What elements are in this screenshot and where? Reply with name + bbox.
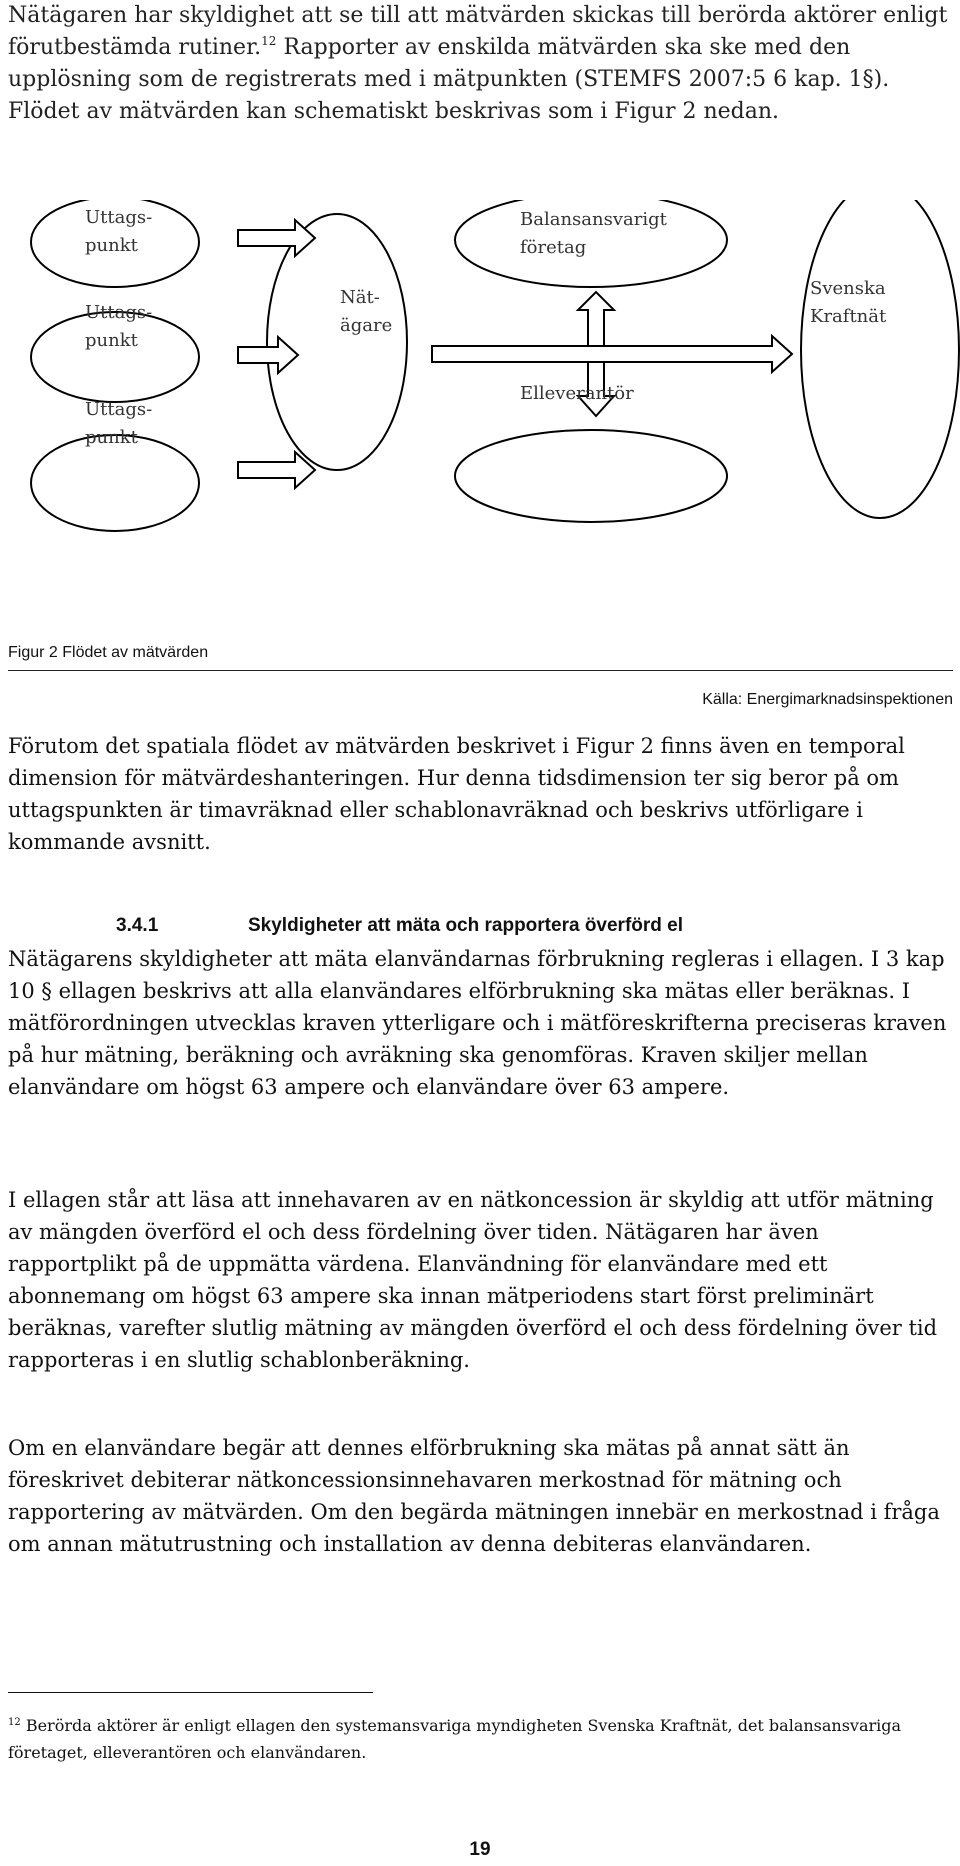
svenska-kraftnat-label-line: Svenska [810, 278, 886, 299]
natagare-label-line: ägare [340, 315, 393, 336]
uttagspunkt-label-2 [85, 299, 152, 355]
footnote-divider [8, 1692, 373, 1693]
uttagspunkt-label-line: punkt [85, 427, 138, 448]
elleverantor-oval [455, 430, 727, 522]
intro-text-cont: Rapporter av enskilda mätvärden ska ske med den upplösning som de registrerats med i mätpunkten (STEMFS 2007:5 6 kap. 1§). Flödet av mätvärden kan schematiskt beskrivas som i Figur 2 nedan. [8, 35, 890, 124]
paragraph-request [8, 1432, 953, 1560]
intro-text: Nätägaren har skyldighet att se till att mätvärden skickas till berörda aktörer enligt förutbestämda rutiner. [8, 3, 948, 60]
natagare-oval [267, 214, 407, 470]
balansansvarigt-label [520, 206, 667, 262]
arrow-to-balans [578, 292, 614, 346]
balansansvarigt-label-line: företag [520, 237, 587, 258]
figure-caption: Figur 2 Flödet av mätvärden [8, 641, 953, 671]
paragraph-text: I ellagen står att läsa att innehavaren av en nätkoncession är skyldig att utför mätning av mängden överförd el och dess fördelning över tiden. Nätägaren har även rapportplikt på de uppmätta värdena. Elanvändning för elanvändare med ett abonnemang om högst 63 ampere ska innan mätperiodens start först preliminärt beräknas, varefter slutlig mätning av mängden överförd el och dess fördelning över tid rapporteras i en slutlig schablonberäkning. [8, 1188, 938, 1372]
uttagspunkt-label-line: Uttags- [85, 302, 153, 323]
section-title: Skyldigheter att mäta och rapportera överförd el [248, 915, 684, 936]
paragraph-temporal [8, 730, 953, 858]
flow-diagram [0, 200, 960, 560]
paragraph-ellagen [8, 1184, 953, 1376]
uttagspunkt-label-line: Uttags- [85, 207, 153, 228]
svenska-kraftnat-label-line: Kraftnät [810, 306, 887, 327]
paragraph-text: Om en elanvändare begär att dennes elförbrukning ska mätas på annat sätt än föreskrivet debiterar nätkoncessionsinnehavaren merkostnad för mätning och rapportering av mätvärden. Om den begärda mätningen innebär en merkostnad i fråga om annan mätutrustning och installation av denna debiteras elanvändaren. [8, 1436, 940, 1556]
footnote-number: 12 [8, 1717, 21, 1728]
footnote-text: Berörda aktörer är enligt ellagen den systemansvariga myndigheten Svenska Kraftnät, det balansansvariga företaget, elleverantören och elanvändaren. [8, 1716, 902, 1762]
footnote-ref[interactable]: 12 [261, 34, 277, 48]
natagare-label-line: Nät- [340, 287, 380, 308]
svenska-kraftnat-label [810, 275, 886, 331]
elleverantor-label-line: Elleverantör [520, 383, 634, 404]
natagare-label [340, 284, 392, 340]
intro-paragraph [8, 0, 953, 128]
uttagspunkt-label-line: punkt [85, 330, 138, 351]
figure-source: Källa: Energimarknadsinspektionen [702, 691, 953, 708]
elleverantor-label [520, 380, 634, 408]
paragraph-text: Nätägarens skyldigheter att mäta elanvändarnas förbrukning regleras i ellagen. I 3 kap 10 § ellagen beskrivs att alla elanvändares elförbrukning ska mätas eller beräknas. I mätförordningen utvecklas kraven ytterligare och i mätföreskrifterna preciseras kraven på hur mätning, beräkning och avräkning ska genomföras. Kraven skiljer mellan elanvändare om högst 63 ampere och elanvändare över 63 ampere. [8, 947, 947, 1099]
uttagspunkt-label-line: Uttags- [85, 399, 153, 420]
section-number: 3.4.1 [116, 915, 159, 936]
svenska-kraftnat-oval [801, 200, 959, 518]
page-number: 19 [469, 1839, 491, 1860]
arrow-uttag3-natagare [238, 452, 315, 488]
uttagspunkt-label-line: punkt [85, 235, 138, 256]
footnote [8, 1712, 953, 1766]
paragraph-text: Förutom det spatiala flödet av mätvärden beskrivet i Figur 2 finns även en temporal dimension för mätvärdeshanteringen. Hur denna tidsdimension ter sig beror på om uttagspunkten är timavräknad eller schablonavräknad och beskrivs utförligare i kommande avsnitt. [8, 734, 905, 854]
uttagspunkt-label-1 [85, 204, 152, 260]
paragraph-obligations [8, 943, 953, 1103]
uttagspunkt-label-3 [85, 396, 152, 452]
arrow-natagare-svk [432, 336, 792, 372]
balansansvarigt-label-line: Balansansvarigt [520, 209, 667, 230]
